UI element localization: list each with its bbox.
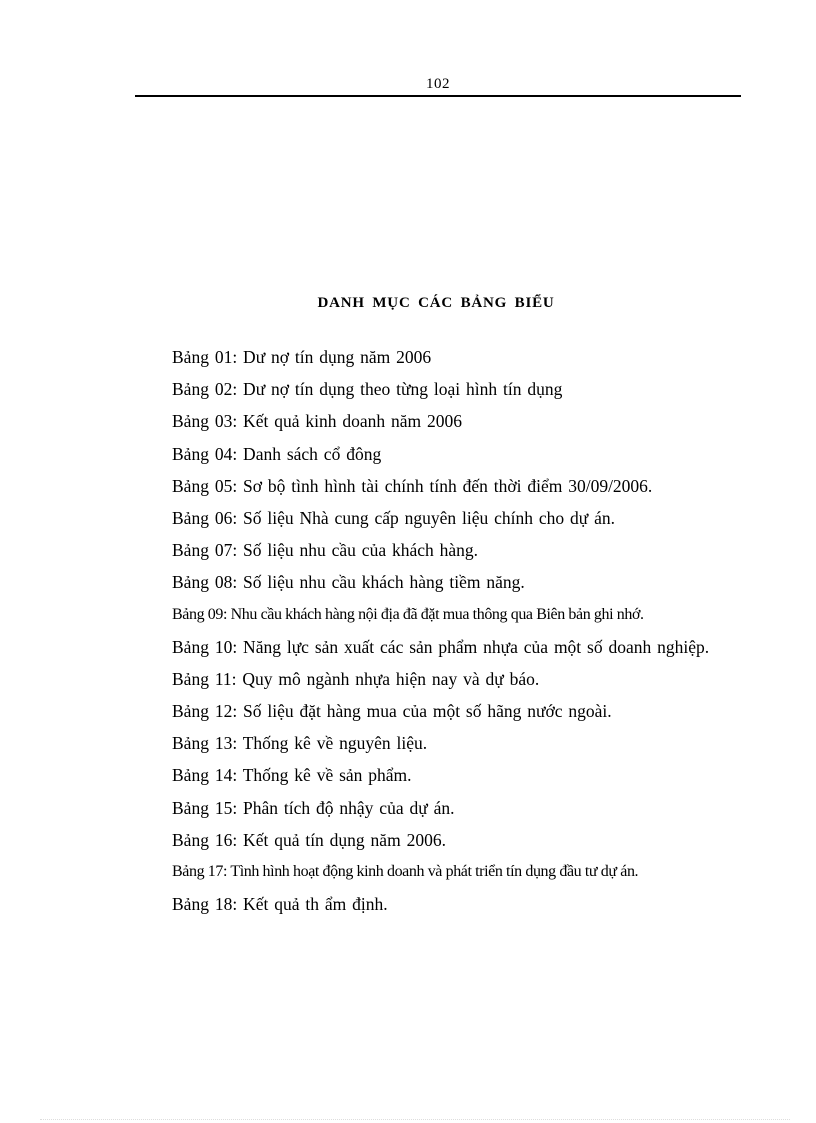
list-item: Bảng 04: Danh sách cổ đông	[172, 443, 382, 464]
list-item: Bảng 09: Nhu cầu khách hàng nội địa đã đặt mua thông qua Biên bản ghi nhớ.	[172, 605, 644, 623]
table-list	[172, 345, 742, 924]
list-item: Bảng 07: Số liệu nhu cầu của khách hàng.	[172, 540, 479, 561]
list-item: Bảng 05: Sơ bộ tình hình tài chính tính đến thời điểm 30/09/2006.	[172, 475, 653, 496]
list-item: Bảng 18: Kết quả th ẩm định.	[172, 894, 388, 915]
list-item: Bảng 01: Dư nợ tín dụng năm 2006	[172, 347, 432, 367]
list-item: Bảng 16: Kết quả tín dụng năm 2006.	[172, 829, 446, 850]
list-item: Bảng 15: Phân tích độ nhậy của dự án.	[172, 797, 455, 818]
header-rule	[135, 95, 741, 97]
list-item: Bảng 14: Thống kê về sản phẩm.	[172, 765, 412, 786]
list-item: Bảng 02: Dư nợ tín dụng theo từng loại hình tín dụng	[172, 379, 563, 400]
list-item: Bảng 12: Số liệu đặt hàng mua của một số hãng nước ngoài.	[172, 701, 612, 722]
list-item: Bảng 06: Số liệu Nhà cung cấp nguyên liệu chính cho dự án.	[172, 507, 616, 528]
page-number: 102	[426, 76, 450, 92]
list-item: Bảng 08: Số liệu nhu cầu khách hàng tiềm năng.	[172, 572, 525, 593]
list-item: Bảng 17: Tình hình hoạt động kinh doanh và phát triển tín dụng đầu tư dự án.	[172, 863, 639, 880]
bottom-divider	[40, 1119, 790, 1120]
list-item: Bảng 13: Thống kê về nguyên liệu.	[172, 733, 428, 754]
list-item: Bảng 10: Năng lực sản xuất các sản phẩm nhựa của một số doanh nghiệp.	[172, 636, 710, 657]
list-item: Bảng 03: Kết quả kinh doanh năm 2006	[172, 411, 462, 432]
list-item: Bảng 11: Quy mô ngành nhựa hiện nay và dự báo.	[172, 668, 540, 689]
document-title: DANH MỤC CÁC BẢNG BIỂU	[317, 295, 555, 311]
